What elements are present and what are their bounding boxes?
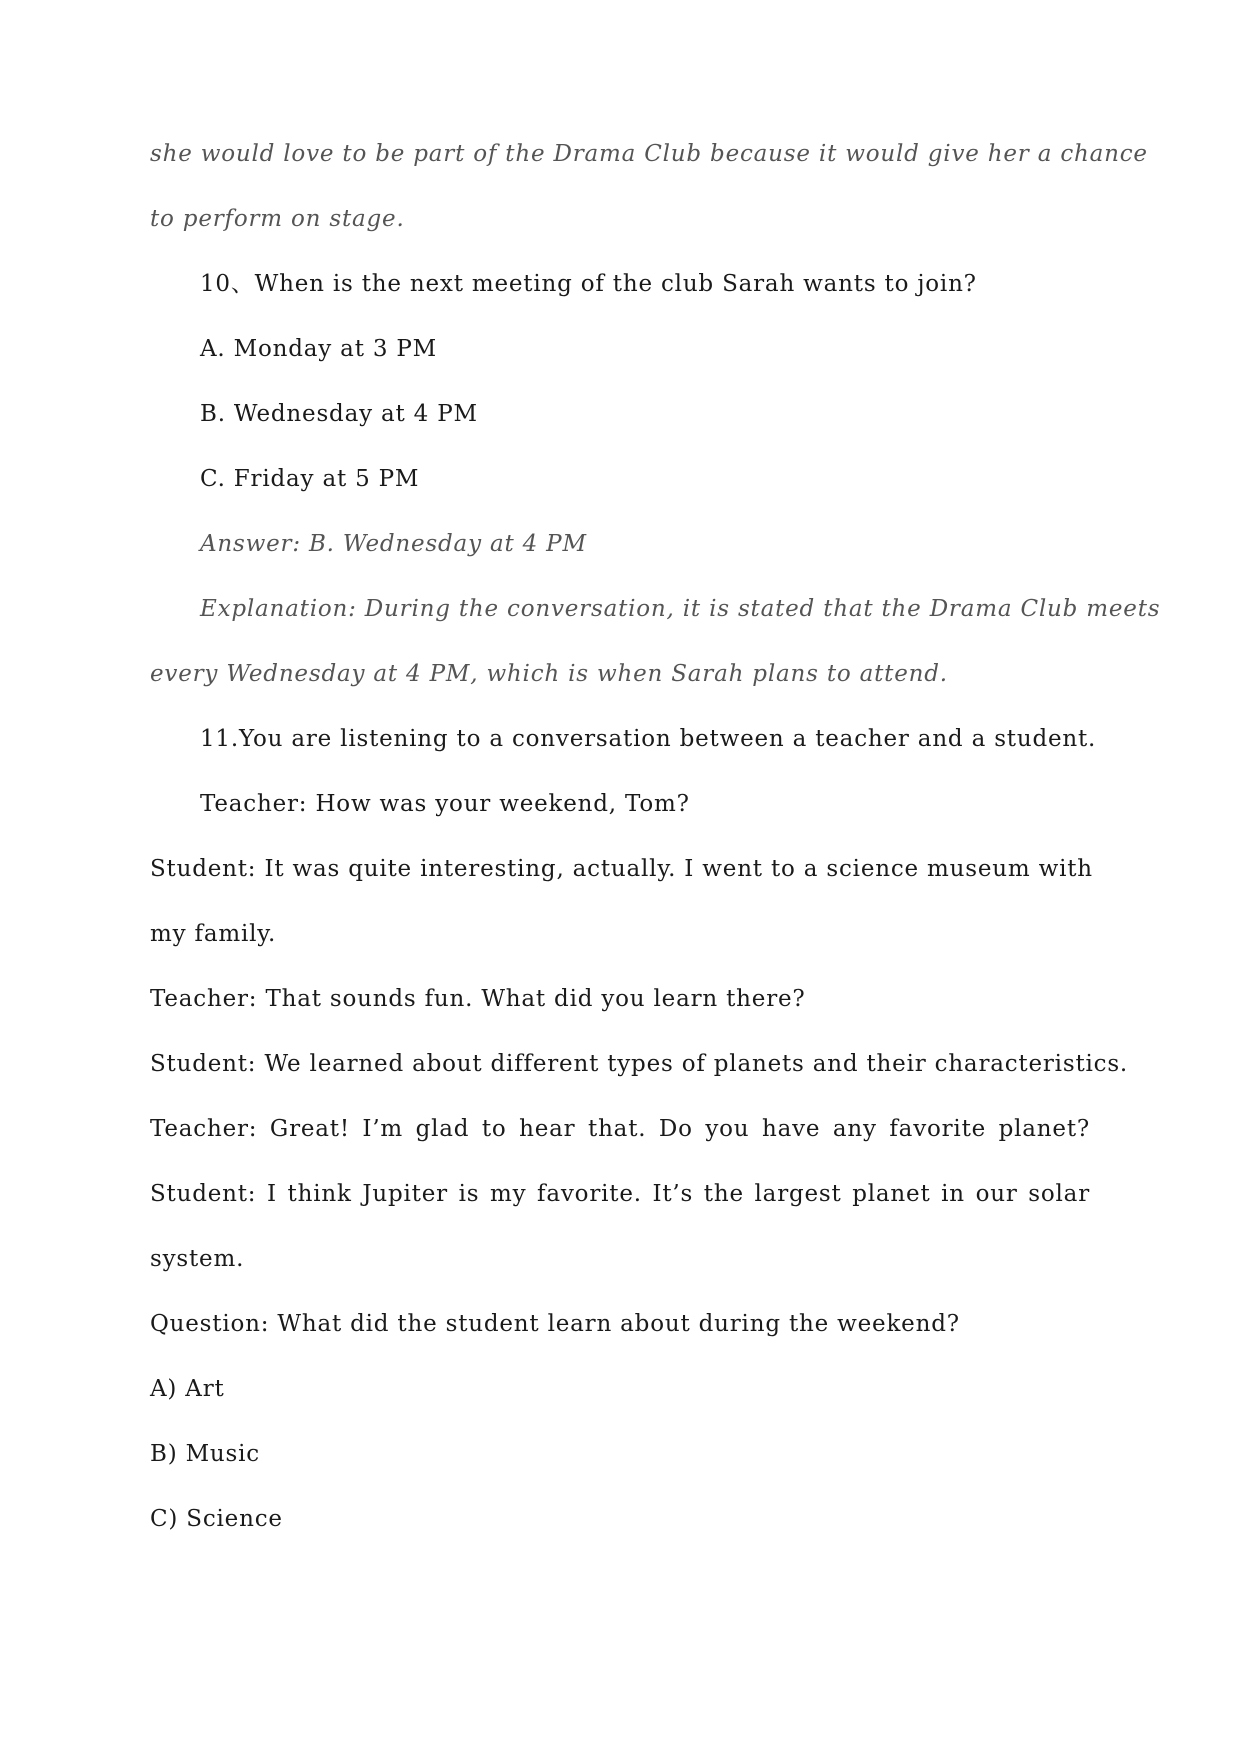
choice-c: C) Science: [150, 1506, 283, 1532]
explanation-line: Explanation: During the conversation, it is stated that the Drama Club meets: [200, 596, 1161, 622]
question-line: Question: What did the student learn about during the weekend?: [150, 1311, 960, 1337]
question-11-intro: 11.You are listening to a conversation between a teacher and a student.: [200, 726, 1097, 752]
dialogue-line: Teacher: Great! I’m glad to hear that. Do you have any favorite planet?: [150, 1116, 1090, 1142]
dialogue-line: Student: It was quite interesting, actually. I went to a science museum with: [150, 856, 1093, 882]
option-a: A. Monday at 3 PM: [200, 336, 438, 362]
answer-line: Answer: B. Wednesday at 4 PM: [200, 531, 587, 557]
paragraph-line: she would love to be part of the Drama Club because it would give her a chance: [150, 141, 1148, 167]
dialogue-line: Student: We learned about different types of planets and their characteristics.: [150, 1051, 1129, 1077]
explanation-line: every Wednesday at 4 PM, which is when Sarah plans to attend.: [150, 661, 948, 687]
option-c: C. Friday at 5 PM: [200, 466, 420, 492]
dialogue-line: Student: I think Jupiter is my favorite. It’s the largest planet in our solar: [150, 1181, 1090, 1207]
question-10: 10、When is the next meeting of the club Sarah wants to join?: [200, 271, 977, 297]
dialogue-line: Teacher: How was your weekend, Tom?: [200, 791, 690, 817]
dialogue-line: system.: [150, 1246, 245, 1272]
choice-b: B) Music: [150, 1441, 260, 1467]
option-b: B. Wednesday at 4 PM: [200, 401, 478, 427]
paragraph-line: to perform on stage.: [150, 206, 405, 232]
dialogue-line: Teacher: That sounds fun. What did you learn there?: [150, 986, 806, 1012]
dialogue-line: my family.: [150, 921, 277, 947]
choice-a: A) Art: [150, 1376, 225, 1402]
document-body: [150, 138, 1161, 1568]
